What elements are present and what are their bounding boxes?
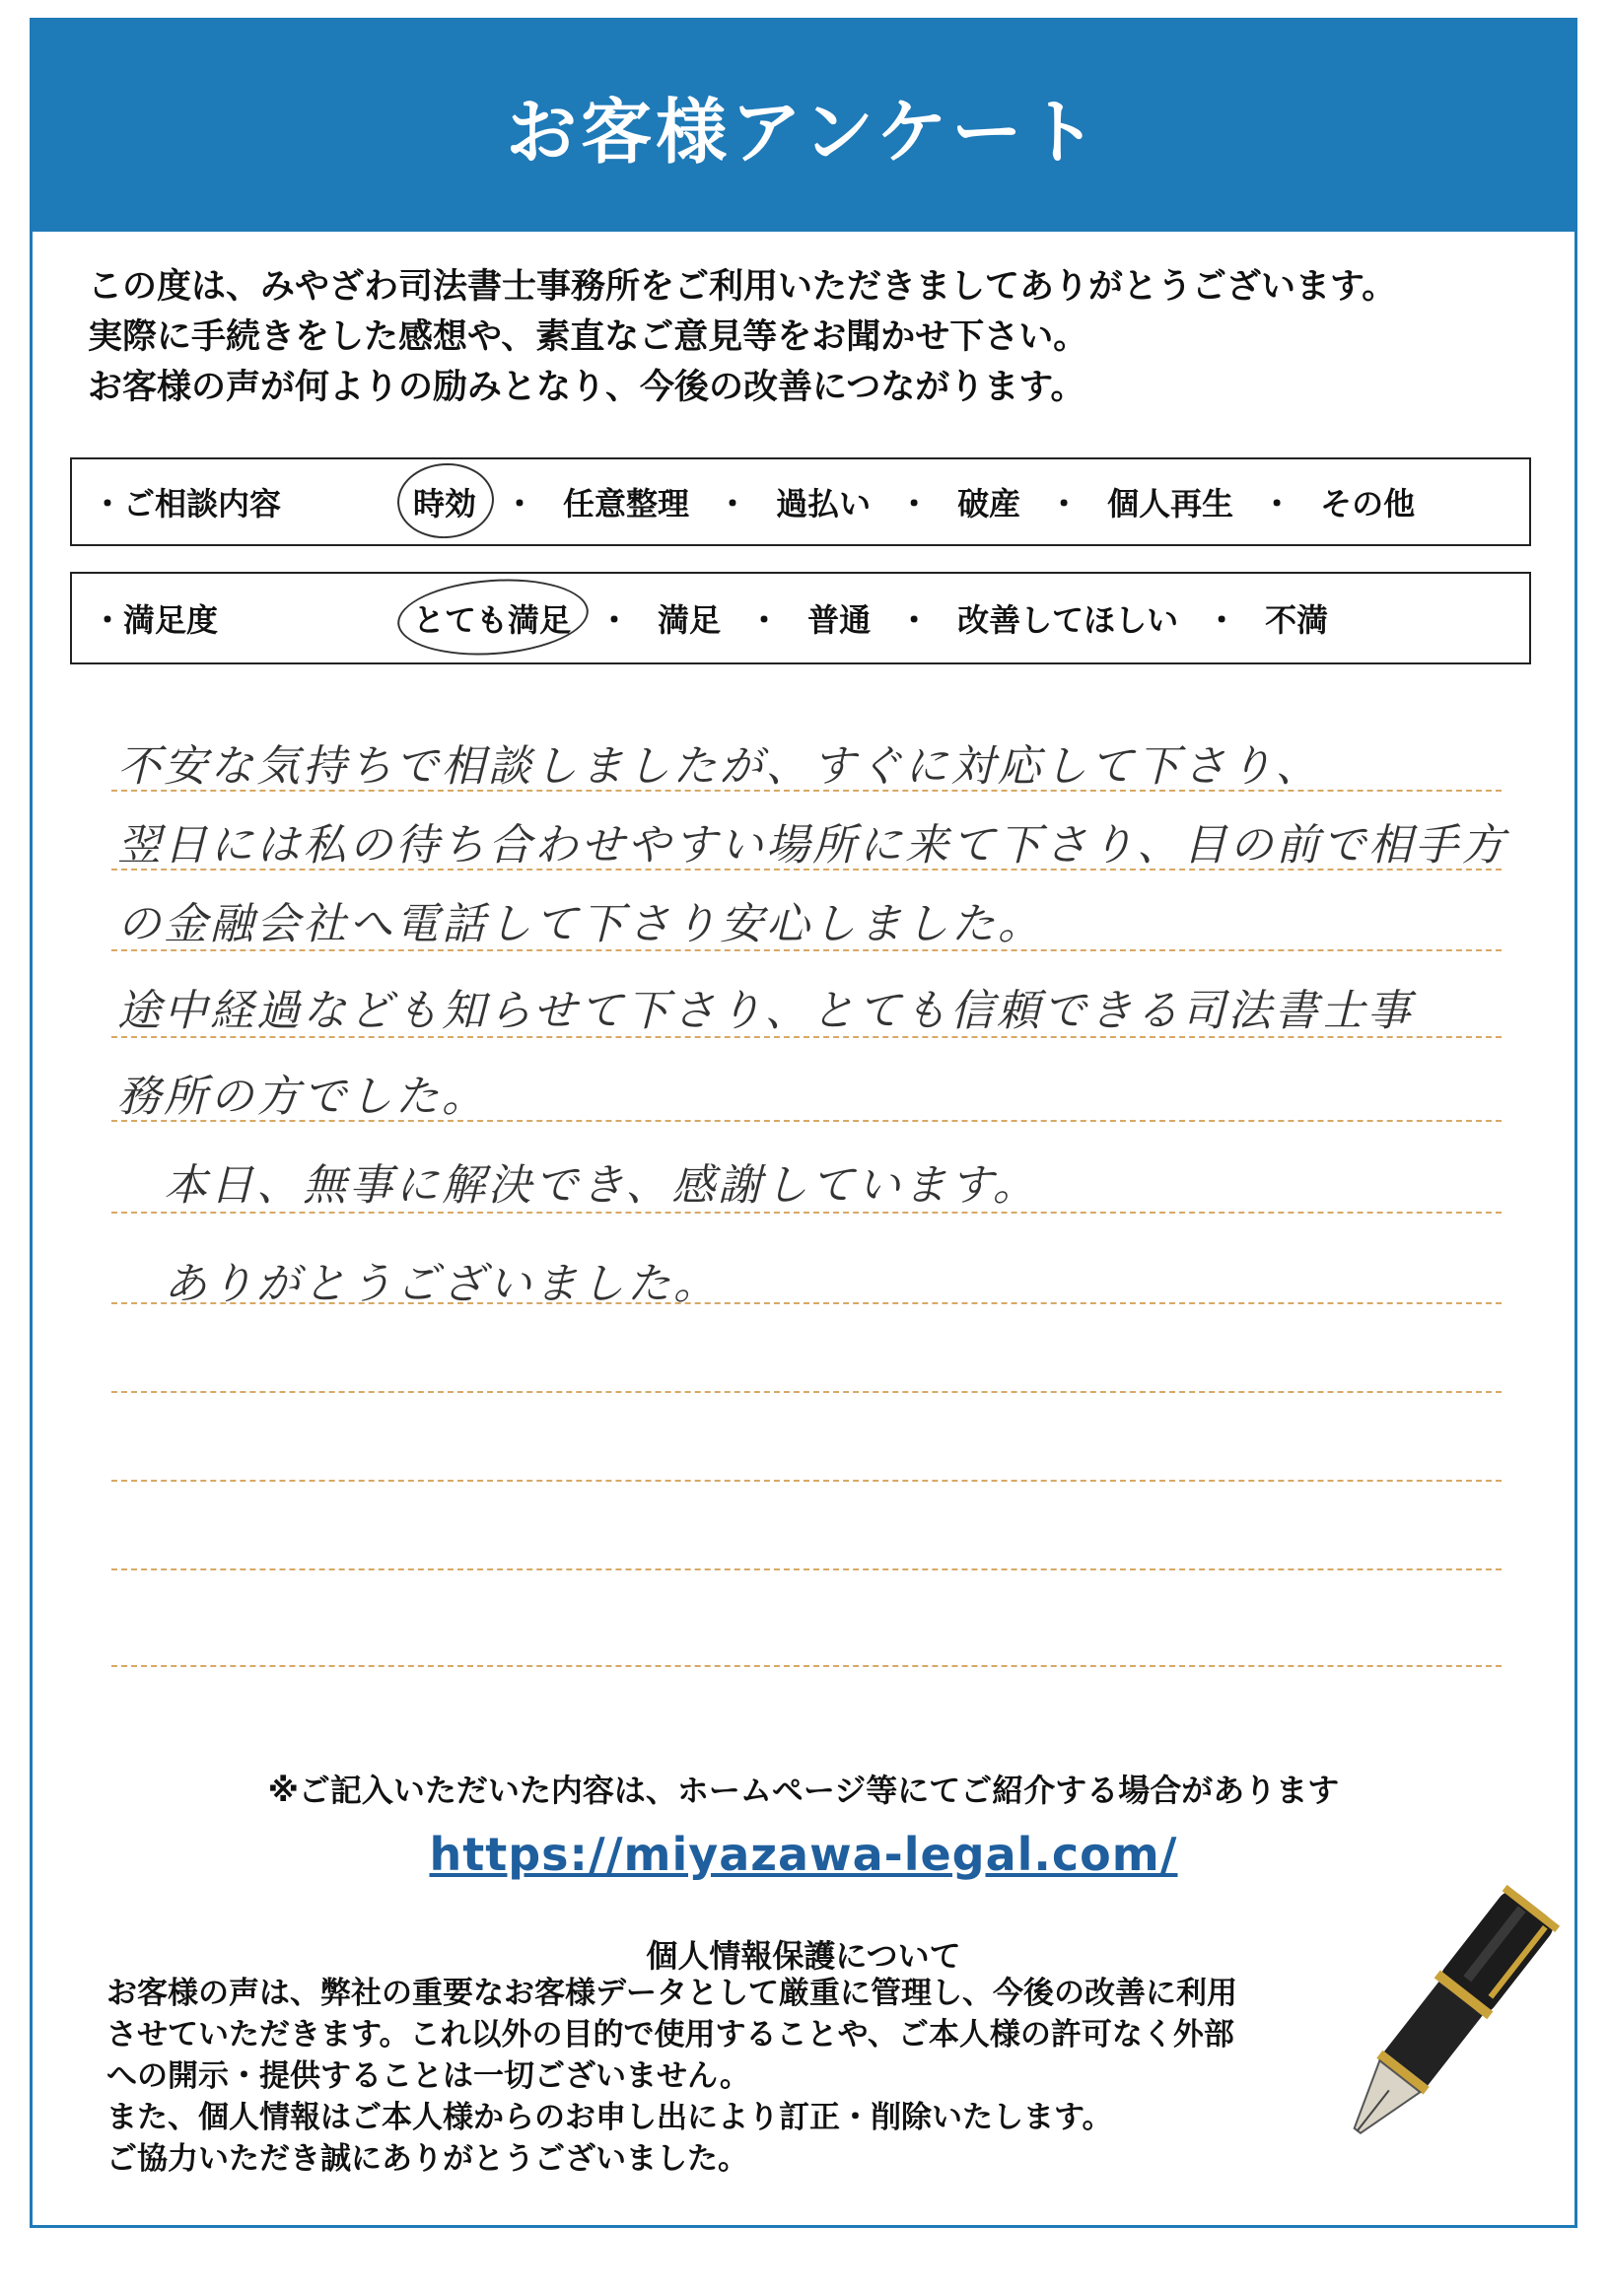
privacy-title: 個人情報保護について bbox=[646, 1937, 961, 1975]
privacy-line: ご協力いただき誠にありがとうございました。 bbox=[106, 2141, 748, 2177]
consult-option[interactable]: 破産 bbox=[957, 485, 1021, 522]
ruled-line bbox=[111, 949, 1502, 951]
satisfaction-option[interactable]: 普通 bbox=[807, 601, 872, 639]
privacy-line: への開示・提供することは一切ございません。 bbox=[106, 2058, 750, 2094]
intro-line: この度は、みやざわ司法書士事務所をご利用いただきましてありがとうございます。 bbox=[88, 267, 1397, 307]
satisfaction-question bbox=[70, 572, 1531, 664]
consult-label: ・ご相談内容 bbox=[92, 485, 282, 522]
separator: ・ bbox=[717, 485, 749, 522]
ruled-line bbox=[111, 790, 1502, 792]
intro-line: お客様の声が何よりの励みとなり、今後の改善につながります。 bbox=[88, 368, 1085, 407]
privacy-line: させていただきます。これ以外の目的で使用することや、ご本人様の許可なく外部 bbox=[106, 2017, 1234, 2052]
comment-line: 務所の方でした。 bbox=[117, 1072, 488, 1122]
consult-option-selected[interactable]: 時効 bbox=[407, 479, 482, 524]
ruled-line bbox=[111, 1120, 1502, 1122]
satisfaction-option[interactable]: 不満 bbox=[1265, 601, 1329, 639]
satisfaction-option-selected[interactable]: とても満足 bbox=[407, 595, 577, 641]
comment-line: 本日、無事に解決でき、感謝しています。 bbox=[117, 1160, 1039, 1211]
ruled-line bbox=[111, 1480, 1502, 1482]
satisfaction-label: ・満足度 bbox=[92, 601, 219, 639]
ruled-line bbox=[111, 1302, 1502, 1304]
comment-line: 途中経過なども知らせて下さり、とても信頼できる司法書士事 bbox=[117, 986, 1414, 1036]
satisfaction-option[interactable]: 満足 bbox=[658, 601, 722, 639]
page-title: お客様アンケート bbox=[506, 91, 1101, 174]
fountain-pen-icon bbox=[1314, 1864, 1571, 2180]
privacy-text bbox=[106, 1973, 1408, 2180]
separator: ・ bbox=[1048, 485, 1081, 522]
separator: ・ bbox=[1206, 601, 1238, 639]
consult-question bbox=[70, 457, 1531, 546]
survey-form bbox=[30, 18, 1577, 2228]
comment-line: の金融会社へ電話して下さり安心しました。 bbox=[117, 899, 1044, 949]
comment-line: ありがとうございました。 bbox=[117, 1259, 720, 1309]
ruled-line bbox=[111, 869, 1502, 870]
privacy-line: また、個人情報はご本人様からのお申し出により訂正・削除いたします。 bbox=[106, 2100, 1113, 2135]
intro-text bbox=[88, 262, 1527, 413]
ruled-line bbox=[111, 1568, 1502, 1570]
separator: ・ bbox=[598, 601, 631, 639]
header-banner bbox=[33, 21, 1574, 232]
consult-option[interactable]: 過払い bbox=[776, 485, 872, 522]
satisfaction-options bbox=[407, 595, 1334, 641]
website-link[interactable]: https://miyazawa-legal.com/ bbox=[429, 1828, 1178, 1881]
privacy-line: お客様の声は、弊社の重要なお客様データとして厳重に管理し、今後の改善に利用 bbox=[106, 1976, 1237, 2011]
separator: ・ bbox=[898, 601, 931, 639]
intro-line: 実際に手続きをした感想や、素直なご意見等をお聞かせ下さい。 bbox=[88, 317, 1088, 357]
separator: ・ bbox=[504, 485, 536, 522]
comment-line: 不安な気持ちで相談しましたが、すぐに対応して下さり、 bbox=[117, 741, 1322, 792]
comment-line: 翌日には私の待ち合わせやすい場所に来て下さり、目の前で相手方 bbox=[117, 820, 1507, 870]
consult-option[interactable]: 任意整理 bbox=[563, 485, 690, 522]
ruled-line bbox=[111, 1212, 1502, 1214]
separator: ・ bbox=[1261, 485, 1294, 522]
consult-option[interactable]: その他 bbox=[1320, 485, 1416, 522]
ruled-line bbox=[111, 1391, 1502, 1393]
ruled-line bbox=[111, 1665, 1502, 1667]
consult-option[interactable]: 個人再生 bbox=[1107, 485, 1234, 522]
ruled-line bbox=[111, 1036, 1502, 1038]
consult-options bbox=[407, 479, 1421, 524]
publication-notice: ※ご記入いただいた内容は、ホームページ等にてご紹介する場合があります bbox=[267, 1772, 1340, 1809]
separator: ・ bbox=[748, 601, 781, 639]
separator: ・ bbox=[898, 485, 931, 522]
satisfaction-option[interactable]: 改善してほしい bbox=[957, 601, 1179, 639]
